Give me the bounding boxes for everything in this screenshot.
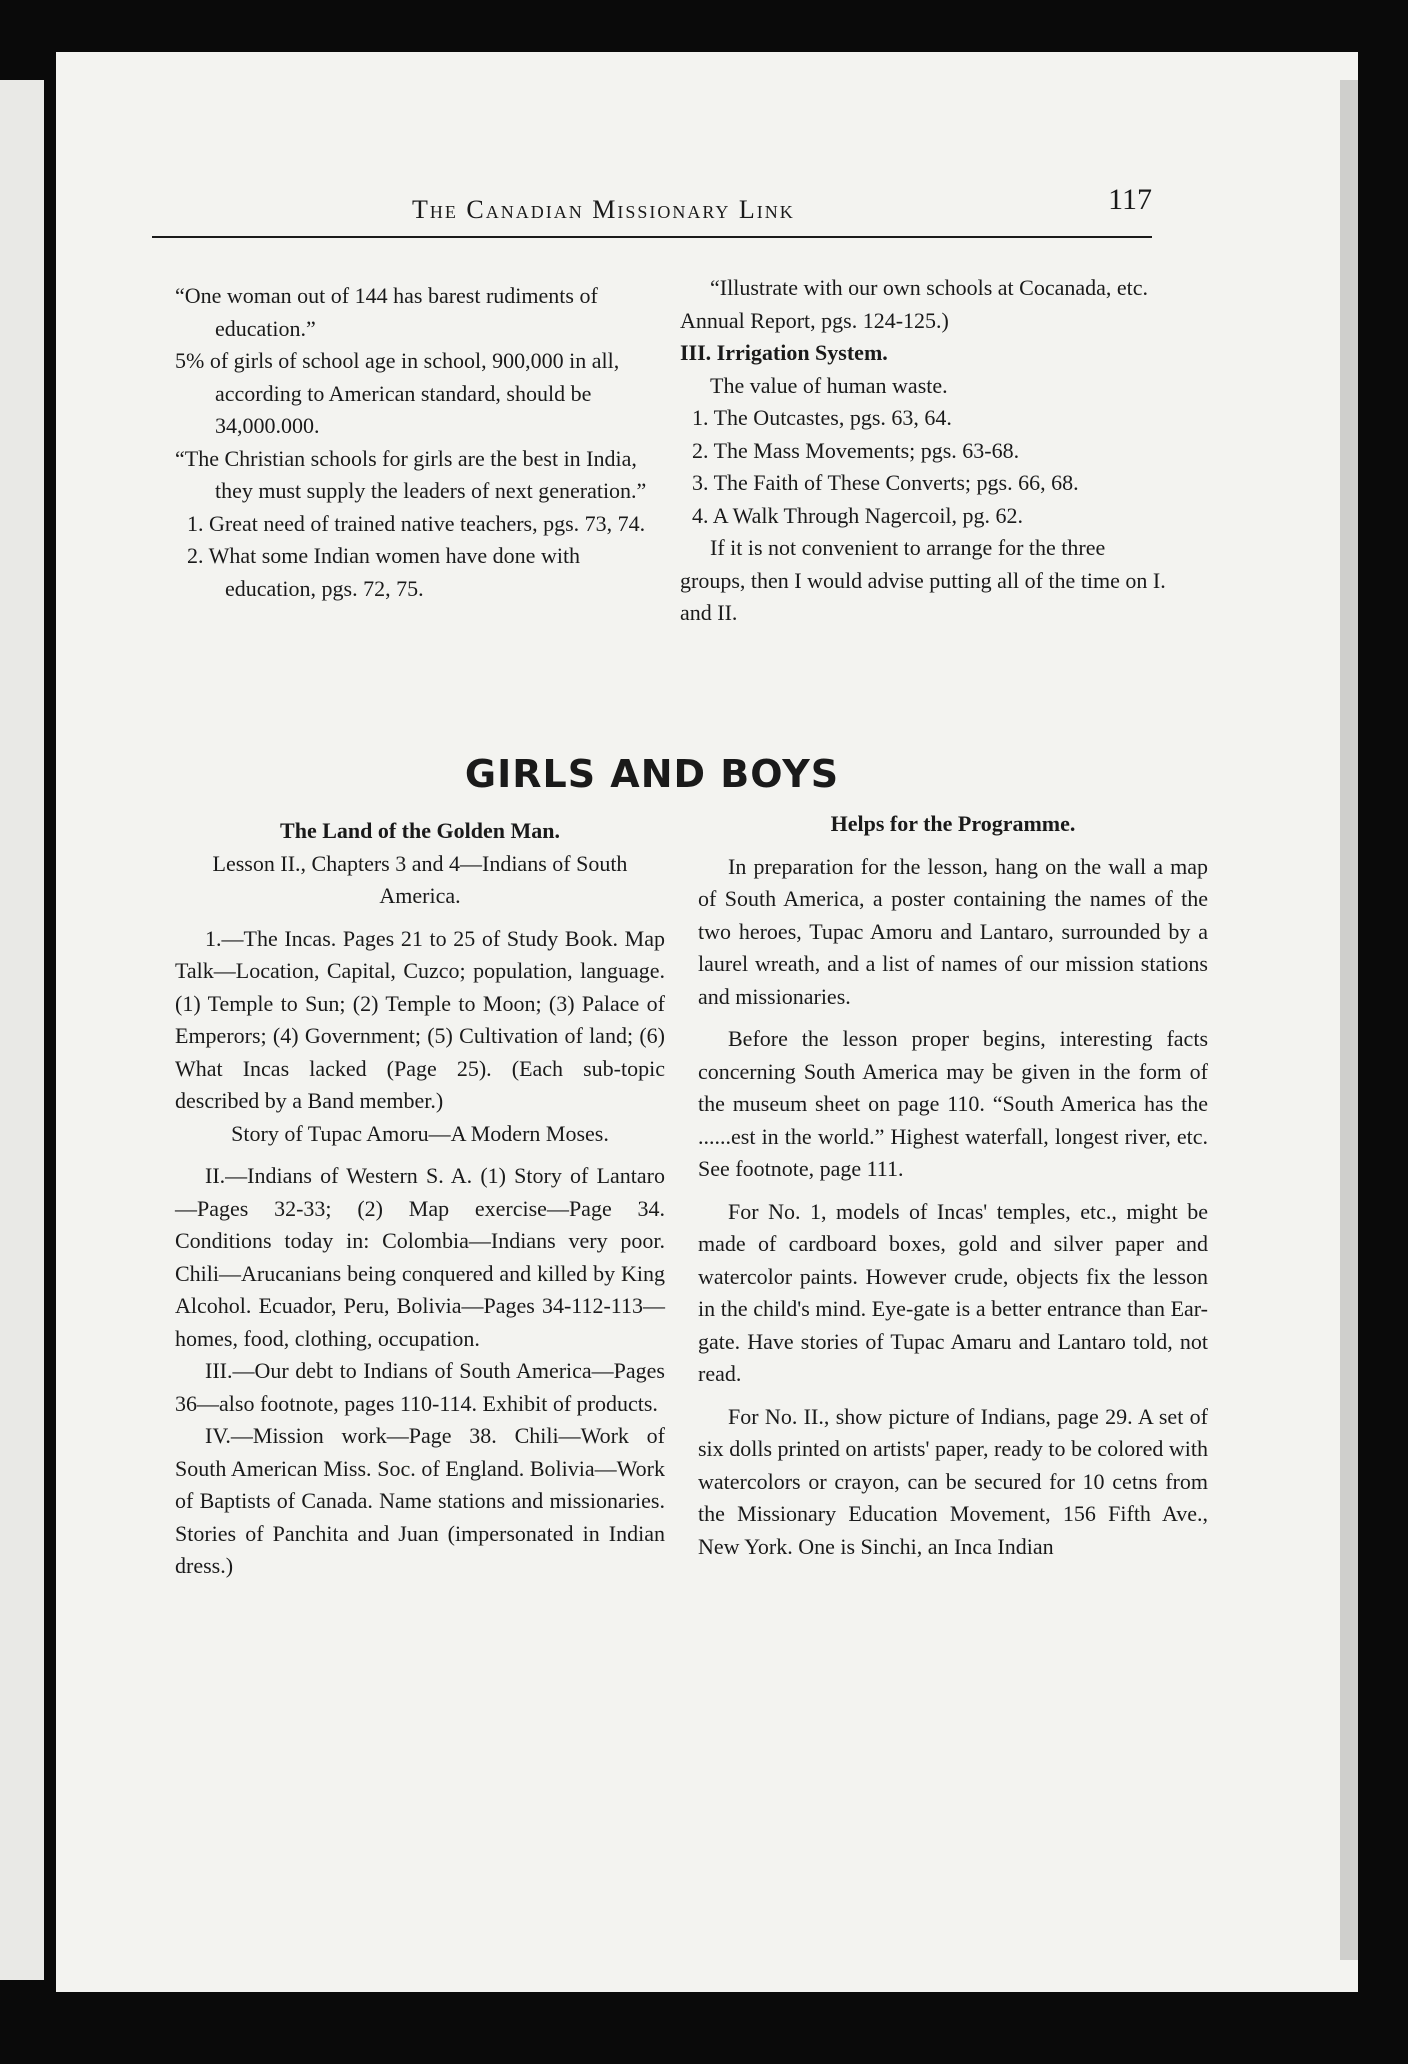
body-paragraph: 1.—The Incas. Pages 21 to 25 of Study Book. Map Talk—Location, Capital, Cuzco; population, language. (1) Temple to Sun; (2) Temple to Moon; (3) Palace of Emperors; (4) Government; (5) Cultivation of land; (6) What Incas lacked (Page 25). (Each sub-topic described by a Band member.) bbox=[175, 925, 665, 1113]
body-line: The value of human waste. bbox=[710, 372, 948, 398]
quote-paragraph: “One woman out of 144 has barest rudiments of education.” bbox=[175, 283, 598, 341]
top-left-column bbox=[175, 280, 655, 605]
closing-paragraph: If it is not convenient to arrange for the three groups, then I would advise putting all of the time on I. and II. bbox=[680, 535, 1166, 625]
list-item: 2. What some Indian women have done with education, pgs. 72, 75. bbox=[187, 543, 581, 601]
article-heading: Helps for the Programme. bbox=[830, 811, 1076, 836]
running-header bbox=[152, 183, 1152, 233]
quote-paragraph: “The Christian schools for girls are the best in India, they must supply the leaders of next generation.” bbox=[175, 445, 647, 503]
body-paragraph: III.—Our debt to Indians of South America—Pages 36—also footnote, pages 110-114. Exhibit of products. bbox=[175, 1358, 665, 1416]
lesson-subheading: Lesson II., Chapters 3 and 4—Indians of South America. bbox=[212, 850, 628, 908]
section-title: GIRLS AND BOYS bbox=[464, 752, 840, 796]
bottom-left-column bbox=[175, 815, 665, 1583]
list-item: 1. The Outcastes, pgs. 63, 64. bbox=[692, 405, 952, 430]
list-item: 1. Great need of trained native teachers, pgs. 73, 74. bbox=[187, 510, 646, 536]
bottom-right-column bbox=[698, 808, 1208, 1563]
body-paragraph: Story of Tupac Amoru—A Modern Moses. bbox=[231, 1120, 609, 1146]
list-item: 4. A Walk Through Nagercoil, pg. 62. bbox=[692, 502, 1024, 528]
body-paragraph: For No. 1, models of Incas' temples, etc., might be made of cardboard boxes, gold and silver paper and watercolor paints. However crude, objects fix the lesson in the child's mind. Eye-gate is a better entrance than Ear-gate. Have stories of Tupac Amaru and Lantaro told, not read. bbox=[698, 1198, 1208, 1386]
top-right-column bbox=[680, 272, 1170, 630]
body-paragraph: In preparation for the lesson, hang on the wall a map of South America, a poster containing the names of the two heroes, Tupac Amoru and Lantaro, surrounded by a laurel wreath, and a list of names of our mission stations and missionaries. bbox=[698, 853, 1208, 1009]
section-heading: III. Irrigation System. bbox=[680, 340, 888, 365]
header-rule bbox=[152, 236, 1152, 238]
intro-paragraph: “Illustrate with our own schools at Cocanada, etc. Annual Report, pgs. 124-125.) bbox=[680, 275, 1149, 333]
body-paragraph: Before the lesson proper begins, interesting facts concerning South America may be given in the form of the museum sheet on page 110. “South America has the ......est in the world.” Highest waterfall, longest river, etc. See footnote, page 111. bbox=[698, 1026, 1208, 1181]
statistic-paragraph: 5% of girls of school age in school, 900,000 in all, according to American standard, should be 34,000.000. bbox=[175, 348, 620, 438]
list-item: 3. The Faith of These Converts; pgs. 66, 68. bbox=[692, 470, 1079, 495]
adjacent-page-edge bbox=[0, 80, 44, 1980]
page-binding-edge bbox=[1340, 80, 1358, 1960]
article-heading: The Land of the Golden Man. bbox=[280, 818, 560, 843]
journal-title: The Canadian Missionary Link bbox=[412, 195, 795, 224]
page-number: 117 bbox=[1108, 183, 1152, 216]
body-paragraph: II.—Indians of Western S. A. (1) Story of Lantaro—Pages 32-33; (2) Map exercise—Page 34. Conditions today in: Colombia—Indians very poor. Chili—Arucanians being conquered and killed by King Alcohol. Ecuador, Peru, Bolivia—Pages 34-112-113—homes, food, clothing, occupation. bbox=[175, 1163, 665, 1351]
list-item: 2. The Mass Movements; pgs. 63-68. bbox=[692, 437, 1020, 463]
body-paragraph: For No. II., show picture of Indians, page 29. A set of six dolls printed on artists' paper, ready to be colored with watercolors or crayon, can be secured for 10 cetns from the Missionary Education Movement, 156 Fifth Ave., New York. One is Sinchi, an Inca Indian bbox=[698, 1403, 1208, 1559]
body-paragraph: IV.—Mission work—Page 38. Chili—Work of South American Miss. Soc. of England. Bolivia—Work of Baptists of Canada. Name stations and missionaries. Stories of Panchita and Juan (impersonated in Indian dress.) bbox=[175, 1423, 665, 1578]
